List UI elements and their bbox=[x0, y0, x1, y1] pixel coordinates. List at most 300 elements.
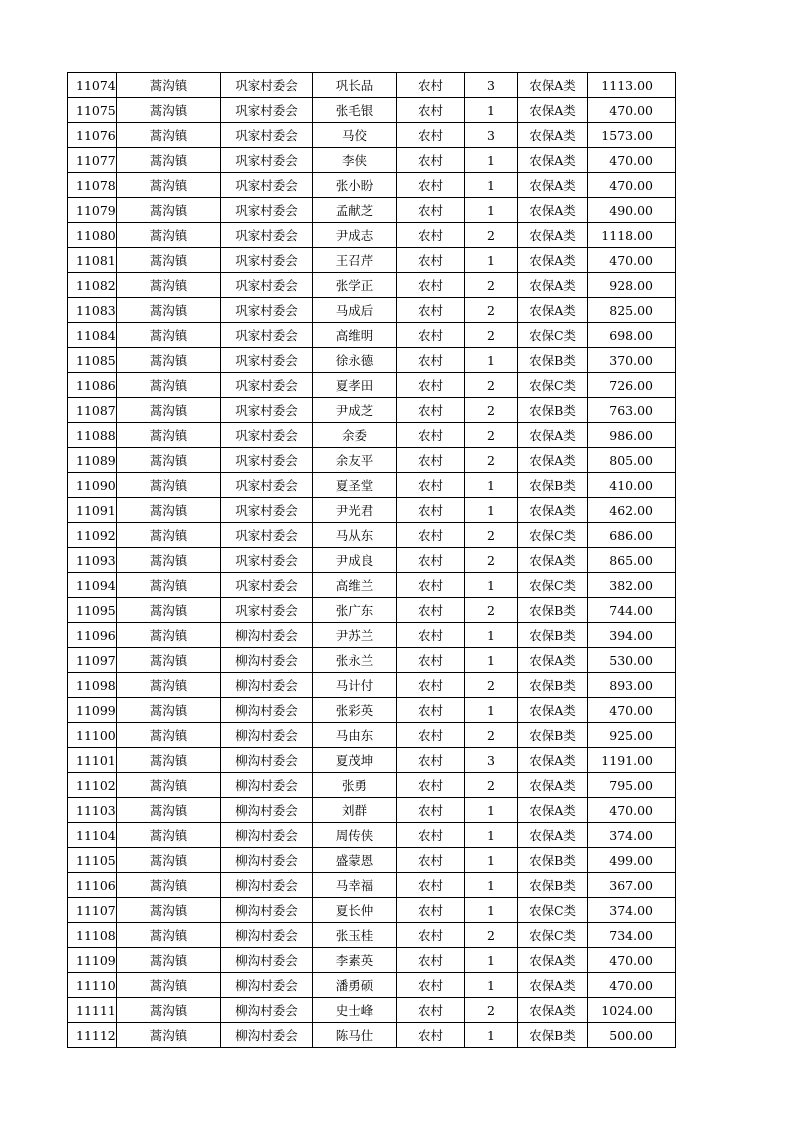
name-cell: 张广东 bbox=[313, 598, 397, 623]
household-count-cell: 1 bbox=[465, 573, 518, 598]
amount-cell: 470.00 bbox=[588, 173, 676, 198]
village-cell: 巩家村委会 bbox=[221, 298, 313, 323]
table-row bbox=[68, 273, 676, 298]
area-type-cell: 农村 bbox=[397, 498, 465, 523]
category-cell: 农保B类 bbox=[518, 723, 588, 748]
household-count-cell: 2 bbox=[465, 723, 518, 748]
household-count-cell: 2 bbox=[465, 273, 518, 298]
town-cell: 蒿沟镇 bbox=[117, 848, 221, 873]
category-cell: 农保A类 bbox=[518, 648, 588, 673]
name-cell: 夏茂坤 bbox=[313, 748, 397, 773]
record-id-cell: 11096 bbox=[68, 623, 117, 648]
amount-cell: 470.00 bbox=[588, 973, 676, 998]
area-type-cell: 农村 bbox=[397, 798, 465, 823]
name-cell: 张毛银 bbox=[313, 98, 397, 123]
amount-cell: 374.00 bbox=[588, 823, 676, 848]
town-cell: 蒿沟镇 bbox=[117, 273, 221, 298]
name-cell: 尹成芝 bbox=[313, 398, 397, 423]
record-id-cell: 11109 bbox=[68, 948, 117, 973]
amount-cell: 394.00 bbox=[588, 623, 676, 648]
table-row bbox=[68, 498, 676, 523]
area-type-cell: 农村 bbox=[397, 398, 465, 423]
table-row bbox=[68, 448, 676, 473]
table-row bbox=[68, 873, 676, 898]
record-id-cell: 11089 bbox=[68, 448, 117, 473]
name-cell: 马计付 bbox=[313, 673, 397, 698]
record-id-cell: 11101 bbox=[68, 748, 117, 773]
amount-cell: 1113.00 bbox=[588, 73, 676, 98]
amount-cell: 470.00 bbox=[588, 98, 676, 123]
village-cell: 巩家村委会 bbox=[221, 148, 313, 173]
town-cell: 蒿沟镇 bbox=[117, 248, 221, 273]
amount-cell: 370.00 bbox=[588, 348, 676, 373]
category-cell: 农保B类 bbox=[518, 598, 588, 623]
name-cell: 徐永德 bbox=[313, 348, 397, 373]
record-id-cell: 11078 bbox=[68, 173, 117, 198]
area-type-cell: 农村 bbox=[397, 723, 465, 748]
area-type-cell: 农村 bbox=[397, 948, 465, 973]
amount-cell: 734.00 bbox=[588, 923, 676, 948]
record-id-cell: 11081 bbox=[68, 248, 117, 273]
table-row bbox=[68, 73, 676, 98]
name-cell: 张玉桂 bbox=[313, 923, 397, 948]
area-type-cell: 农村 bbox=[397, 873, 465, 898]
name-cell: 张小盼 bbox=[313, 173, 397, 198]
amount-cell: 1191.00 bbox=[588, 748, 676, 773]
table-row bbox=[68, 823, 676, 848]
table-row bbox=[68, 198, 676, 223]
category-cell: 农保B类 bbox=[518, 398, 588, 423]
table-row bbox=[68, 773, 676, 798]
amount-cell: 1118.00 bbox=[588, 223, 676, 248]
name-cell: 高维兰 bbox=[313, 573, 397, 598]
village-cell: 柳沟村委会 bbox=[221, 1023, 313, 1048]
household-count-cell: 1 bbox=[465, 948, 518, 973]
village-cell: 柳沟村委会 bbox=[221, 948, 313, 973]
name-cell: 张彩英 bbox=[313, 698, 397, 723]
record-id-cell: 11099 bbox=[68, 698, 117, 723]
household-count-cell: 1 bbox=[465, 98, 518, 123]
area-type-cell: 农村 bbox=[397, 823, 465, 848]
household-count-cell: 1 bbox=[465, 823, 518, 848]
town-cell: 蒿沟镇 bbox=[117, 98, 221, 123]
category-cell: 农保A类 bbox=[518, 748, 588, 773]
area-type-cell: 农村 bbox=[397, 698, 465, 723]
record-id-cell: 11097 bbox=[68, 648, 117, 673]
record-id-cell: 11084 bbox=[68, 323, 117, 348]
record-id-cell: 11111 bbox=[68, 998, 117, 1023]
village-cell: 巩家村委会 bbox=[221, 198, 313, 223]
household-count-cell: 1 bbox=[465, 798, 518, 823]
name-cell: 尹光君 bbox=[313, 498, 397, 523]
amount-cell: 1573.00 bbox=[588, 123, 676, 148]
table-row bbox=[68, 848, 676, 873]
amount-cell: 893.00 bbox=[588, 673, 676, 698]
name-cell: 陈马仕 bbox=[313, 1023, 397, 1048]
name-cell: 尹成志 bbox=[313, 223, 397, 248]
town-cell: 蒿沟镇 bbox=[117, 348, 221, 373]
town-cell: 蒿沟镇 bbox=[117, 948, 221, 973]
household-count-cell: 1 bbox=[465, 198, 518, 223]
area-type-cell: 农村 bbox=[397, 73, 465, 98]
amount-cell: 499.00 bbox=[588, 848, 676, 873]
amount-cell: 470.00 bbox=[588, 948, 676, 973]
table-row bbox=[68, 973, 676, 998]
name-cell: 张学正 bbox=[313, 273, 397, 298]
area-type-cell: 农村 bbox=[397, 548, 465, 573]
category-cell: 农保C类 bbox=[518, 373, 588, 398]
record-id-cell: 11086 bbox=[68, 373, 117, 398]
name-cell: 王召芹 bbox=[313, 248, 397, 273]
record-id-cell: 11112 bbox=[68, 1023, 117, 1048]
category-cell: 农保B类 bbox=[518, 473, 588, 498]
table-row bbox=[68, 473, 676, 498]
household-count-cell: 1 bbox=[465, 698, 518, 723]
area-type-cell: 农村 bbox=[397, 473, 465, 498]
table-row bbox=[68, 98, 676, 123]
amount-cell: 470.00 bbox=[588, 698, 676, 723]
table-row bbox=[68, 248, 676, 273]
household-count-cell: 1 bbox=[465, 173, 518, 198]
household-count-cell: 3 bbox=[465, 73, 518, 98]
name-cell: 刘群 bbox=[313, 798, 397, 823]
category-cell: 农保A类 bbox=[518, 173, 588, 198]
village-cell: 巩家村委会 bbox=[221, 173, 313, 198]
name-cell: 高维明 bbox=[313, 323, 397, 348]
village-cell: 巩家村委会 bbox=[221, 473, 313, 498]
name-cell: 夏圣堂 bbox=[313, 473, 397, 498]
category-cell: 农保A类 bbox=[518, 973, 588, 998]
table-row bbox=[68, 323, 676, 348]
record-id-cell: 11100 bbox=[68, 723, 117, 748]
household-count-cell: 2 bbox=[465, 323, 518, 348]
area-type-cell: 农村 bbox=[397, 573, 465, 598]
table-row bbox=[68, 123, 676, 148]
household-count-cell: 1 bbox=[465, 473, 518, 498]
table-row bbox=[68, 723, 676, 748]
record-id-cell: 11106 bbox=[68, 873, 117, 898]
village-cell: 柳沟村委会 bbox=[221, 873, 313, 898]
town-cell: 蒿沟镇 bbox=[117, 648, 221, 673]
area-type-cell: 农村 bbox=[397, 123, 465, 148]
category-cell: 农保A类 bbox=[518, 548, 588, 573]
amount-cell: 686.00 bbox=[588, 523, 676, 548]
village-cell: 柳沟村委会 bbox=[221, 698, 313, 723]
town-cell: 蒿沟镇 bbox=[117, 148, 221, 173]
town-cell: 蒿沟镇 bbox=[117, 223, 221, 248]
table-row bbox=[68, 298, 676, 323]
household-count-cell: 3 bbox=[465, 748, 518, 773]
village-cell: 柳沟村委会 bbox=[221, 773, 313, 798]
village-cell: 巩家村委会 bbox=[221, 423, 313, 448]
name-cell: 孟献芝 bbox=[313, 198, 397, 223]
category-cell: 农保A类 bbox=[518, 423, 588, 448]
town-cell: 蒿沟镇 bbox=[117, 548, 221, 573]
table-row bbox=[68, 623, 676, 648]
household-count-cell: 1 bbox=[465, 623, 518, 648]
record-id-cell: 11082 bbox=[68, 273, 117, 298]
category-cell: 农保B类 bbox=[518, 623, 588, 648]
village-cell: 巩家村委会 bbox=[221, 523, 313, 548]
record-id-cell: 11105 bbox=[68, 848, 117, 873]
town-cell: 蒿沟镇 bbox=[117, 898, 221, 923]
records-table bbox=[67, 72, 676, 1048]
amount-cell: 726.00 bbox=[588, 373, 676, 398]
household-count-cell: 2 bbox=[465, 673, 518, 698]
village-cell: 柳沟村委会 bbox=[221, 848, 313, 873]
amount-cell: 698.00 bbox=[588, 323, 676, 348]
name-cell: 张勇 bbox=[313, 773, 397, 798]
amount-cell: 410.00 bbox=[588, 473, 676, 498]
record-id-cell: 11079 bbox=[68, 198, 117, 223]
record-id-cell: 11103 bbox=[68, 798, 117, 823]
household-count-cell: 2 bbox=[465, 598, 518, 623]
name-cell: 张永兰 bbox=[313, 648, 397, 673]
area-type-cell: 农村 bbox=[397, 248, 465, 273]
town-cell: 蒿沟镇 bbox=[117, 1023, 221, 1048]
village-cell: 柳沟村委会 bbox=[221, 898, 313, 923]
town-cell: 蒿沟镇 bbox=[117, 798, 221, 823]
category-cell: 农保A类 bbox=[518, 298, 588, 323]
category-cell: 农保C类 bbox=[518, 573, 588, 598]
area-type-cell: 农村 bbox=[397, 673, 465, 698]
village-cell: 柳沟村委会 bbox=[221, 623, 313, 648]
town-cell: 蒿沟镇 bbox=[117, 923, 221, 948]
table-row bbox=[68, 998, 676, 1023]
town-cell: 蒿沟镇 bbox=[117, 73, 221, 98]
village-cell: 巩家村委会 bbox=[221, 448, 313, 473]
name-cell: 夏孝田 bbox=[313, 373, 397, 398]
record-id-cell: 11088 bbox=[68, 423, 117, 448]
category-cell: 农保A类 bbox=[518, 198, 588, 223]
category-cell: 农保B类 bbox=[518, 1023, 588, 1048]
village-cell: 巩家村委会 bbox=[221, 498, 313, 523]
category-cell: 农保B类 bbox=[518, 348, 588, 373]
village-cell: 柳沟村委会 bbox=[221, 823, 313, 848]
category-cell: 农保B类 bbox=[518, 673, 588, 698]
name-cell: 潘勇硕 bbox=[313, 973, 397, 998]
area-type-cell: 农村 bbox=[397, 448, 465, 473]
category-cell: 农保A类 bbox=[518, 98, 588, 123]
name-cell: 盛蒙恩 bbox=[313, 848, 397, 873]
area-type-cell: 农村 bbox=[397, 173, 465, 198]
record-id-cell: 11091 bbox=[68, 498, 117, 523]
amount-cell: 865.00 bbox=[588, 548, 676, 573]
household-count-cell: 1 bbox=[465, 648, 518, 673]
record-id-cell: 11107 bbox=[68, 898, 117, 923]
area-type-cell: 农村 bbox=[397, 423, 465, 448]
table-row bbox=[68, 948, 676, 973]
area-type-cell: 农村 bbox=[397, 923, 465, 948]
town-cell: 蒿沟镇 bbox=[117, 373, 221, 398]
table-row bbox=[68, 798, 676, 823]
town-cell: 蒿沟镇 bbox=[117, 973, 221, 998]
household-count-cell: 2 bbox=[465, 998, 518, 1023]
name-cell: 马成后 bbox=[313, 298, 397, 323]
category-cell: 农保A类 bbox=[518, 273, 588, 298]
village-cell: 巩家村委会 bbox=[221, 373, 313, 398]
name-cell: 马由东 bbox=[313, 723, 397, 748]
town-cell: 蒿沟镇 bbox=[117, 998, 221, 1023]
amount-cell: 925.00 bbox=[588, 723, 676, 748]
household-count-cell: 1 bbox=[465, 973, 518, 998]
area-type-cell: 农村 bbox=[397, 648, 465, 673]
household-count-cell: 1 bbox=[465, 848, 518, 873]
name-cell: 巩长品 bbox=[313, 73, 397, 98]
amount-cell: 744.00 bbox=[588, 598, 676, 623]
category-cell: 农保C类 bbox=[518, 523, 588, 548]
town-cell: 蒿沟镇 bbox=[117, 673, 221, 698]
village-cell: 柳沟村委会 bbox=[221, 798, 313, 823]
category-cell: 农保A类 bbox=[518, 773, 588, 798]
category-cell: 农保A类 bbox=[518, 448, 588, 473]
table-row bbox=[68, 523, 676, 548]
name-cell: 余委 bbox=[313, 423, 397, 448]
record-id-cell: 11094 bbox=[68, 573, 117, 598]
category-cell: 农保A类 bbox=[518, 123, 588, 148]
category-cell: 农保C类 bbox=[518, 923, 588, 948]
record-id-cell: 11093 bbox=[68, 548, 117, 573]
table-row bbox=[68, 398, 676, 423]
record-id-cell: 11092 bbox=[68, 523, 117, 548]
town-cell: 蒿沟镇 bbox=[117, 323, 221, 348]
name-cell: 尹成良 bbox=[313, 548, 397, 573]
village-cell: 柳沟村委会 bbox=[221, 723, 313, 748]
category-cell: 农保C类 bbox=[518, 898, 588, 923]
amount-cell: 462.00 bbox=[588, 498, 676, 523]
name-cell: 马从东 bbox=[313, 523, 397, 548]
category-cell: 农保A类 bbox=[518, 823, 588, 848]
village-cell: 巩家村委会 bbox=[221, 323, 313, 348]
area-type-cell: 农村 bbox=[397, 848, 465, 873]
record-id-cell: 11104 bbox=[68, 823, 117, 848]
area-type-cell: 农村 bbox=[397, 1023, 465, 1048]
record-id-cell: 11075 bbox=[68, 98, 117, 123]
town-cell: 蒿沟镇 bbox=[117, 598, 221, 623]
village-cell: 柳沟村委会 bbox=[221, 998, 313, 1023]
household-count-cell: 2 bbox=[465, 298, 518, 323]
household-count-cell: 1 bbox=[465, 348, 518, 373]
record-id-cell: 11085 bbox=[68, 348, 117, 373]
town-cell: 蒿沟镇 bbox=[117, 773, 221, 798]
town-cell: 蒿沟镇 bbox=[117, 748, 221, 773]
table-row bbox=[68, 348, 676, 373]
name-cell: 史士峰 bbox=[313, 998, 397, 1023]
table-row bbox=[68, 573, 676, 598]
category-cell: 农保A类 bbox=[518, 248, 588, 273]
town-cell: 蒿沟镇 bbox=[117, 498, 221, 523]
area-type-cell: 农村 bbox=[397, 623, 465, 648]
town-cell: 蒿沟镇 bbox=[117, 298, 221, 323]
amount-cell: 470.00 bbox=[588, 798, 676, 823]
record-id-cell: 11080 bbox=[68, 223, 117, 248]
town-cell: 蒿沟镇 bbox=[117, 448, 221, 473]
name-cell: 余友平 bbox=[313, 448, 397, 473]
category-cell: 农保A类 bbox=[518, 948, 588, 973]
table-row bbox=[68, 923, 676, 948]
table-row bbox=[68, 1023, 676, 1048]
village-cell: 柳沟村委会 bbox=[221, 748, 313, 773]
amount-cell: 490.00 bbox=[588, 198, 676, 223]
record-id-cell: 11083 bbox=[68, 298, 117, 323]
table-row bbox=[68, 173, 676, 198]
amount-cell: 986.00 bbox=[588, 423, 676, 448]
village-cell: 巩家村委会 bbox=[221, 223, 313, 248]
household-count-cell: 2 bbox=[465, 373, 518, 398]
record-id-cell: 11076 bbox=[68, 123, 117, 148]
household-count-cell: 1 bbox=[465, 1023, 518, 1048]
area-type-cell: 农村 bbox=[397, 998, 465, 1023]
name-cell: 夏长仲 bbox=[313, 898, 397, 923]
record-id-cell: 11074 bbox=[68, 73, 117, 98]
household-count-cell: 2 bbox=[465, 223, 518, 248]
town-cell: 蒿沟镇 bbox=[117, 698, 221, 723]
town-cell: 蒿沟镇 bbox=[117, 473, 221, 498]
category-cell: 农保A类 bbox=[518, 148, 588, 173]
category-cell: 农保A类 bbox=[518, 998, 588, 1023]
area-type-cell: 农村 bbox=[397, 223, 465, 248]
record-id-cell: 11087 bbox=[68, 398, 117, 423]
record-id-cell: 11090 bbox=[68, 473, 117, 498]
amount-cell: 470.00 bbox=[588, 248, 676, 273]
town-cell: 蒿沟镇 bbox=[117, 573, 221, 598]
area-type-cell: 农村 bbox=[397, 98, 465, 123]
name-cell: 尹苏兰 bbox=[313, 623, 397, 648]
town-cell: 蒿沟镇 bbox=[117, 623, 221, 648]
category-cell: 农保B类 bbox=[518, 848, 588, 873]
amount-cell: 763.00 bbox=[588, 398, 676, 423]
table-row bbox=[68, 548, 676, 573]
town-cell: 蒿沟镇 bbox=[117, 723, 221, 748]
town-cell: 蒿沟镇 bbox=[117, 123, 221, 148]
table-row bbox=[68, 673, 676, 698]
area-type-cell: 农村 bbox=[397, 773, 465, 798]
area-type-cell: 农村 bbox=[397, 148, 465, 173]
amount-cell: 825.00 bbox=[588, 298, 676, 323]
town-cell: 蒿沟镇 bbox=[117, 173, 221, 198]
household-count-cell: 1 bbox=[465, 148, 518, 173]
name-cell: 李素英 bbox=[313, 948, 397, 973]
area-type-cell: 农村 bbox=[397, 748, 465, 773]
household-count-cell: 1 bbox=[465, 898, 518, 923]
town-cell: 蒿沟镇 bbox=[117, 423, 221, 448]
name-cell: 李侠 bbox=[313, 148, 397, 173]
amount-cell: 1024.00 bbox=[588, 998, 676, 1023]
name-cell: 周传侠 bbox=[313, 823, 397, 848]
village-cell: 巩家村委会 bbox=[221, 548, 313, 573]
village-cell: 柳沟村委会 bbox=[221, 673, 313, 698]
household-count-cell: 1 bbox=[465, 498, 518, 523]
record-id-cell: 11102 bbox=[68, 773, 117, 798]
village-cell: 巩家村委会 bbox=[221, 573, 313, 598]
household-count-cell: 2 bbox=[465, 923, 518, 948]
village-cell: 巩家村委会 bbox=[221, 398, 313, 423]
category-cell: 农保A类 bbox=[518, 223, 588, 248]
area-type-cell: 农村 bbox=[397, 523, 465, 548]
area-type-cell: 农村 bbox=[397, 198, 465, 223]
household-count-cell: 2 bbox=[465, 398, 518, 423]
amount-cell: 367.00 bbox=[588, 873, 676, 898]
table-row bbox=[68, 898, 676, 923]
area-type-cell: 农村 bbox=[397, 973, 465, 998]
category-cell: 农保B类 bbox=[518, 873, 588, 898]
category-cell: 农保A类 bbox=[518, 698, 588, 723]
amount-cell: 530.00 bbox=[588, 648, 676, 673]
record-id-cell: 11098 bbox=[68, 673, 117, 698]
amount-cell: 795.00 bbox=[588, 773, 676, 798]
area-type-cell: 农村 bbox=[397, 323, 465, 348]
household-count-cell: 2 bbox=[465, 448, 518, 473]
